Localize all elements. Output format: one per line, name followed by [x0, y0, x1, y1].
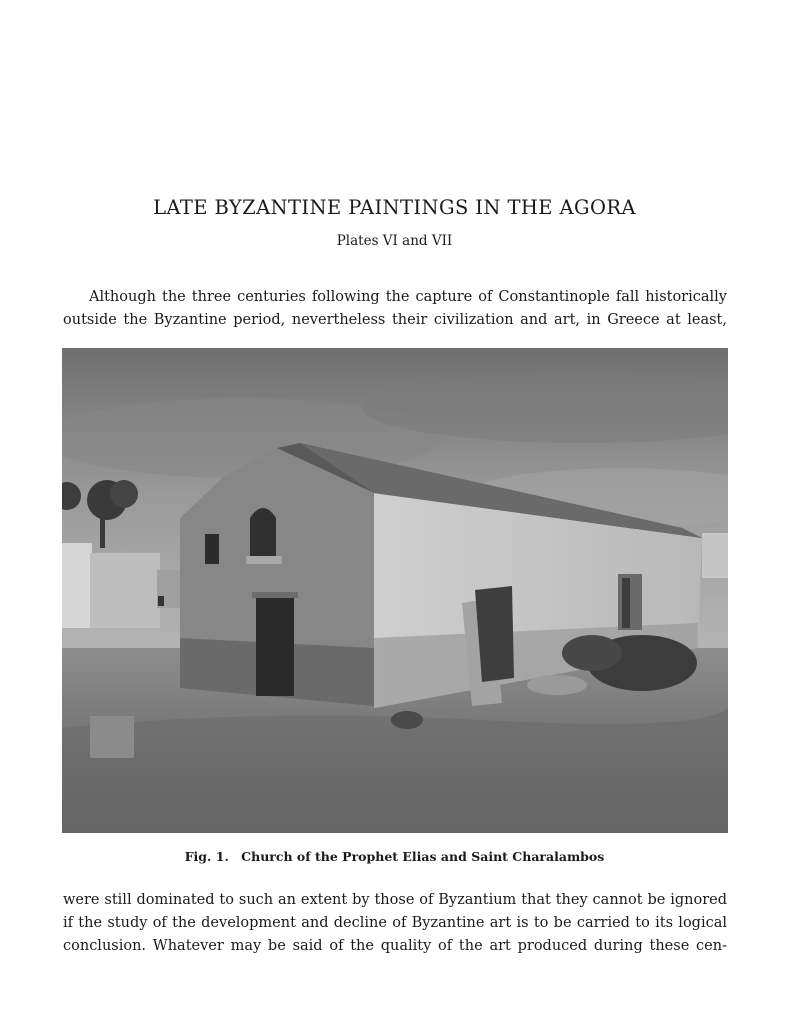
- figure-photograph: [62, 348, 728, 833]
- figure-number: Fig. 1.: [184, 849, 229, 864]
- text-line: Although the three centuries following the capture of Constantinople fall historically: [89, 289, 727, 305]
- article-subtitle: Plates VI and VII: [336, 233, 453, 249]
- text-line: conclusion. Whatever may be said of the quality of the art produced during these cen-: [63, 938, 727, 954]
- figure-caption-text: Church of the Prophet Elias and Saint Charalambos: [241, 849, 605, 864]
- text-line: if the study of the development and decline of Byzantine art is to be carried to its logical: [63, 915, 727, 931]
- figure-caption: [0, 849, 789, 864]
- article-title: LATE BYZANTINE PAINTINGS IN THE AGORA: [153, 196, 636, 219]
- text-line: outside the Byzantine period, nevertheless their civilization and art, in Greece at least,: [63, 312, 727, 328]
- intro-paragraph: [63, 286, 727, 332]
- text-line: were still dominated to such an extent by those of Byzantium that they cannot be ignored: [63, 892, 727, 908]
- continued-paragraph: [63, 889, 727, 958]
- church-photo-illustration: [62, 348, 728, 833]
